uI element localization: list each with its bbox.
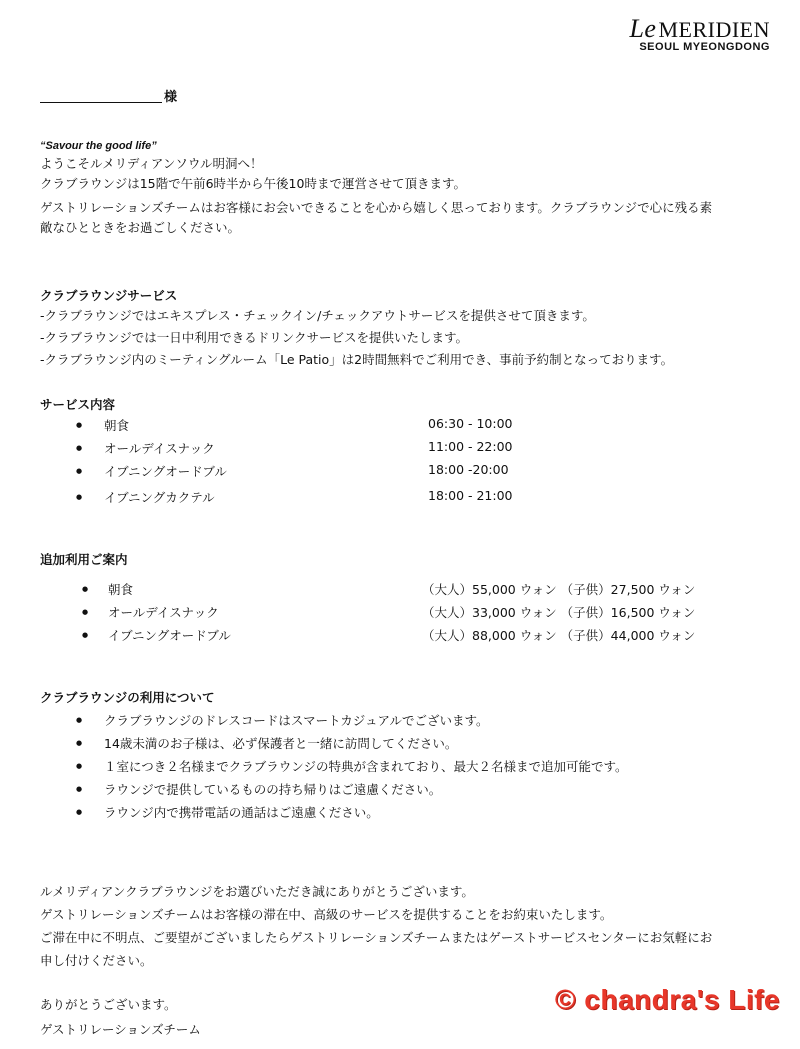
- usage-rule: [60, 711, 760, 734]
- service-content-heading: サービス内容: [40, 397, 116, 412]
- schedule-row: [60, 416, 760, 439]
- watermark: © chandra's Life: [554, 984, 780, 1015]
- usage-rules: [60, 711, 760, 826]
- usage-heading: クラブラウンジの利用について: [40, 690, 215, 705]
- schedule-label: イブニングオードブル: [104, 464, 227, 479]
- intro-line: 敵なひとときをお過ごしください。: [40, 220, 241, 235]
- closing-line: 申し付けください。: [40, 953, 153, 968]
- service-line: -クラブラウンジでは一日中利用できるドリンクサービスを提供いたします。: [40, 330, 468, 345]
- price-row: [60, 603, 760, 626]
- schedule-time: 11:00 - 22:00: [428, 439, 513, 454]
- usage-rule-text: １室につき２名様までクラブラウンジの特典が含まれており、最大２名様まで追加可能です。: [104, 759, 628, 774]
- schedule-row: [60, 439, 760, 462]
- closing-line: ゲストリレーションズチームはお客様の滞在中、高級のサービスを提供することをお約束いたします。: [40, 907, 613, 922]
- hotel-logo: [629, 14, 770, 53]
- bullet-icon: ●: [76, 785, 83, 793]
- additional-prices: [60, 580, 760, 649]
- price-label: 朝食: [108, 582, 134, 597]
- price-value: （大人）55,000 ウォン （子供）27,500 ウォン: [422, 582, 696, 597]
- schedule-label: オールデイスナック: [104, 441, 215, 456]
- logo-brand: [629, 14, 770, 44]
- signoff-line: ゲストリレーションズチーム: [40, 1022, 201, 1037]
- bullet-icon: ●: [76, 421, 83, 429]
- tagline: “Savour the good life”: [40, 140, 157, 152]
- usage-rule: [60, 734, 760, 757]
- service-schedule: [60, 416, 760, 511]
- price-label: オールデイスナック: [108, 605, 219, 620]
- services-list: [40, 305, 780, 371]
- usage-rule-text: ラウンジで提供しているものの持ち帰りはご遠慮ください。: [104, 782, 442, 797]
- intro-line: クラブラウンジは15階で午前6時半から午後10時まで運営させて頂きます。: [40, 176, 466, 191]
- usage-rule: [60, 757, 760, 780]
- price-value: （大人）88,000 ウォン （子供）44,000 ウォン: [422, 628, 696, 643]
- bullet-icon: ●: [76, 808, 83, 816]
- schedule-label: イブニングカクテル: [104, 490, 215, 505]
- schedule-time: 06:30 - 10:00: [428, 416, 513, 431]
- schedule-row: [60, 462, 760, 485]
- price-label: イブニングオードブル: [108, 628, 231, 643]
- logo-brand-name: MERIDIEN: [658, 17, 770, 42]
- schedule-label: 朝食: [104, 418, 130, 433]
- usage-rule: [60, 780, 760, 803]
- additional-heading: 追加利用ご案内: [40, 552, 128, 567]
- bullet-icon: ●: [76, 739, 83, 747]
- usage-rule: [60, 803, 760, 826]
- services-heading: クラブラウンジサービス: [40, 288, 178, 303]
- schedule-row: [60, 488, 760, 511]
- name-blank: [40, 102, 162, 103]
- closing-paragraph: [40, 880, 780, 972]
- bullet-icon: ●: [76, 467, 83, 475]
- bullet-icon: ●: [76, 444, 83, 452]
- closing-line: ご滞在中に不明点、ご要望がございましたらゲストリレーションズチームまたはゲーストサービスセンターにお気軽にお: [40, 930, 713, 945]
- schedule-time: 18:00 -20:00: [428, 462, 509, 477]
- price-row: [60, 626, 760, 649]
- service-line: -クラブラウンジではエキスプレス・チェックイン/チェックアウトサービスを提供させて頂きます。: [40, 308, 595, 323]
- bullet-icon: ●: [82, 585, 89, 593]
- intro-line: ようこそルメリディアンソウル明洞へ！: [40, 156, 263, 171]
- usage-rule-text: 14歳未満のお子様は、必ず保護者と一緒に訪問してください。: [104, 736, 458, 751]
- price-value: （大人）33,000 ウォン （子供）16,500 ウォン: [422, 605, 696, 620]
- price-row: [60, 580, 760, 603]
- usage-rule-text: クラブラウンジのドレスコードはスマートカジュアルでございます。: [104, 713, 489, 728]
- intro-paragraph: [40, 154, 780, 238]
- bullet-icon: ●: [82, 608, 89, 616]
- addressee-suffix: 様: [164, 90, 178, 105]
- logo-location: SEOUL MYEONGDONG: [639, 41, 770, 53]
- service-line: -クラブラウンジ内のミーティングルーム「Le Patio」は2時間無料でご利用でき、事前予約制となっております。: [40, 352, 674, 367]
- intro-line: ゲストリレーションズチームはお客様にお会いできることを心から嬉しく思っております。クラブラウンジで心に残る素: [40, 200, 713, 215]
- bullet-icon: ●: [76, 493, 83, 501]
- bullet-icon: ●: [76, 716, 83, 724]
- closing-line: ルメリディアンクラブラウンジをお選びいただき誠にありがとうございます。: [40, 884, 474, 899]
- bullet-icon: ●: [76, 762, 83, 770]
- logo-brand-italic: Le: [629, 14, 657, 43]
- signoff-line: ありがとうございます。: [40, 997, 177, 1012]
- addressee-line: [40, 86, 177, 105]
- schedule-time: 18:00 - 21:00: [428, 488, 513, 503]
- bullet-icon: ●: [82, 631, 89, 639]
- usage-rule-text: ラウンジ内で携帯電話の通話はご遠慮ください。: [104, 805, 379, 820]
